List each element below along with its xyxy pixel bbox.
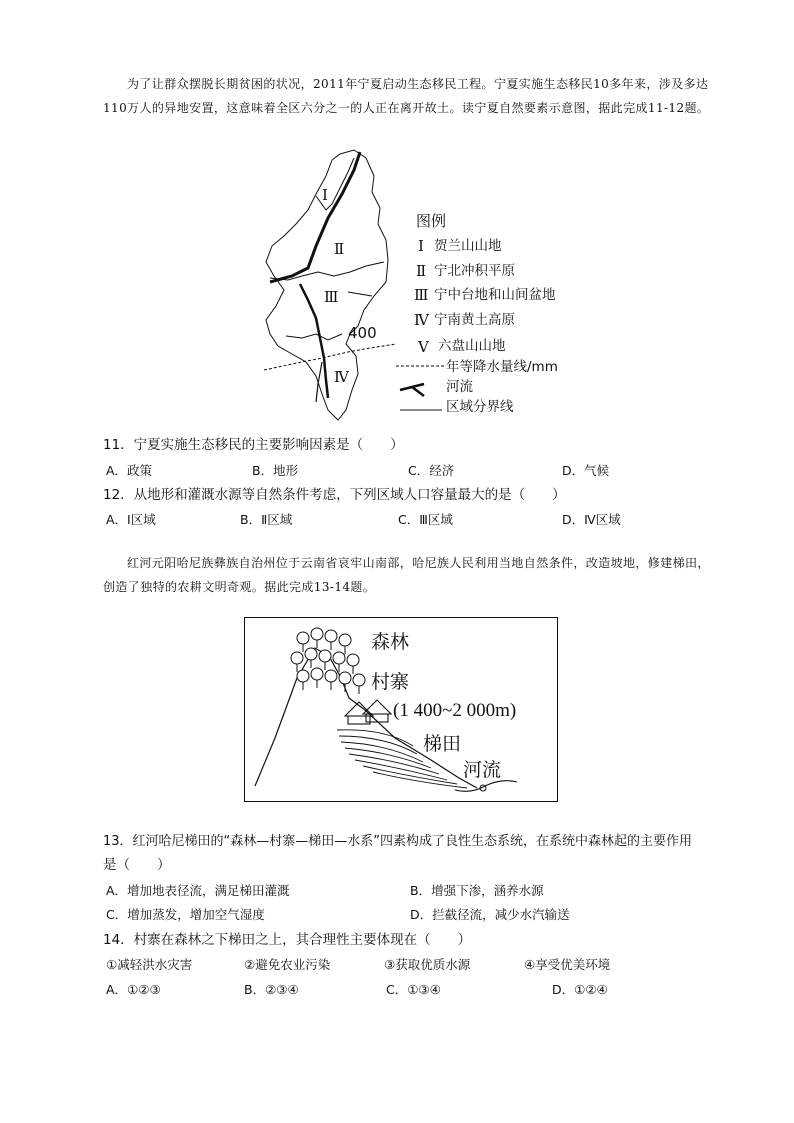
- svg-text:Ⅰ: Ⅰ: [418, 237, 424, 255]
- svg-text:贺兰山山地: 贺兰山山地: [434, 238, 502, 254]
- svg-text:Ⅲ: Ⅲ: [414, 286, 429, 304]
- q14-item-4: ④享受优美环境: [524, 957, 611, 972]
- q11-option-b: B．地形: [252, 463, 299, 478]
- question-12-stem: 12．从地形和灌溉水源等自然条件考虑，下列区域人口容量最大的是（ ）: [103, 487, 566, 503]
- q14-option-d: D．①②④: [552, 982, 608, 997]
- label-forest: 森林: [371, 631, 410, 653]
- q12-option-c: C．Ⅲ区域: [398, 512, 453, 527]
- q11-option-c: C．经济: [408, 463, 455, 478]
- label-village: 村寨: [371, 671, 410, 693]
- legend-line-items: [396, 358, 558, 415]
- forest-trees: [291, 628, 365, 694]
- svg-text:区域分界线: 区域分界线: [446, 399, 514, 415]
- q14-item-3: ③获取优质水源: [384, 957, 471, 972]
- q13-option-a: A．增加地表径流，满足梯田灌溉: [106, 883, 290, 898]
- svg-text:宁北冲积平原: 宁北冲积平原: [434, 263, 515, 279]
- q13-option-d: D．拦截径流，减少水汽输送: [410, 907, 570, 922]
- region-label-3: Ⅲ: [324, 288, 339, 306]
- isoline-value: 400: [348, 324, 377, 342]
- region-label-4: Ⅳ: [334, 368, 349, 386]
- question-11-stem: 11．宁夏实施生态移民的主要影响因素是（ ）: [103, 437, 404, 453]
- intro-paragraph-2: 红河元阳哈尼族彝族自治州位于云南省哀牢山南部，哈尼族人民利用当地自然条件，改造坡地，修建梯田，创造了独特的农耕文明奇观。据此完成13-14题。: [103, 556, 710, 594]
- q12-option-d: D．Ⅳ区域: [562, 512, 621, 527]
- intro-paragraph-1: 为了让群众摆脱长期贫困的状况，2011年宁夏启动生态移民工程。宁夏实施生态移民10多年来，涉及多达110万人的异地安置，这意味着全区六分之一的人正在离开故土。读宁夏自然要素示意图，据此完成11-12题。: [103, 77, 710, 115]
- legend-region-items: [414, 237, 556, 356]
- label-terrace: 梯田: [423, 733, 462, 755]
- svg-text:宁中台地和山间盆地: 宁中台地和山间盆地: [434, 287, 556, 303]
- label-altitude: (1 400~2 000m): [393, 700, 517, 721]
- svg-text:六盘山山地: 六盘山山地: [438, 338, 506, 354]
- q11-option-d: D．气候: [562, 463, 610, 478]
- q14-item-1: ①减轻洪水灾害: [106, 957, 193, 972]
- svg-text:Ⅳ: Ⅳ: [414, 311, 429, 329]
- q13-option-c: C．增加蒸发，增加空气湿度: [106, 907, 265, 922]
- q14-option-c: C．①③④: [386, 982, 441, 997]
- river-legend-icon: [400, 384, 424, 396]
- region-label-1: Ⅰ: [322, 186, 328, 204]
- question-13-stem-line1: 13．红河哈尼梯田的“森林—村寨—梯田—水系”四素构成了良性生态系统，在系统中森林起的主要作用: [103, 834, 693, 849]
- q14-item-2: ②避免农业污染: [244, 957, 331, 972]
- ningxia-map: [262, 148, 582, 423]
- svg-text:Ⅴ: Ⅴ: [418, 338, 429, 356]
- question-14-stem: 14．村寨在森林之下梯田之上，其合理性主要体现在（ ）: [103, 932, 472, 948]
- q11-option-a: A．政策: [106, 463, 153, 478]
- q13-option-b: B．增强下渗，涵养水源: [410, 883, 544, 898]
- q14-option-a: A．①②③: [106, 982, 161, 997]
- q12-option-b: B．Ⅱ区域: [240, 512, 293, 527]
- question-13-stem-line2: 是（ ）: [103, 857, 171, 873]
- svg-text:河流: 河流: [446, 379, 473, 395]
- q12-option-a: A．Ⅰ区域: [106, 512, 156, 527]
- terrace-figure: [244, 617, 558, 802]
- region-label-2: Ⅱ: [334, 240, 345, 258]
- legend-title: 图例: [416, 212, 447, 230]
- label-river: 河流: [463, 759, 502, 781]
- svg-text:宁南黄土高原: 宁南黄土高原: [434, 312, 515, 328]
- svg-text:年等降水量线/mm: 年等降水量线/mm: [446, 359, 558, 375]
- svg-text:Ⅱ: Ⅱ: [416, 262, 427, 280]
- q14-option-b: B．②③④: [244, 982, 299, 997]
